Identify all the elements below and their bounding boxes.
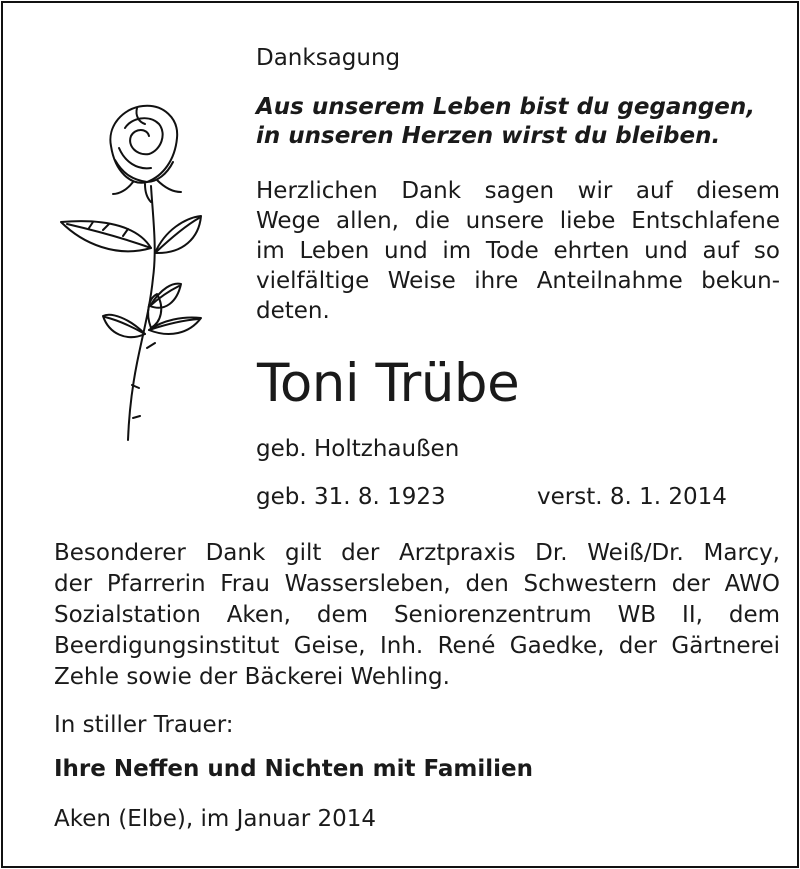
- thanks-line: vielfältige Weise ihre Anteilnahme bekun-: [256, 268, 780, 294]
- special-thanks-paragraph: [54, 538, 780, 693]
- special-thanks-line: Zehle sowie der Bäckerei Wehling.: [54, 664, 450, 690]
- death-date: verst. 8. 1. 2014: [537, 484, 727, 510]
- obituary-notice: [1, 1, 799, 868]
- special-thanks-line: Sozialstation Aken, dem Seniorenzentrum WB II, dem: [54, 602, 780, 628]
- thanks-line: Herzlichen Dank sagen wir auf diesem: [256, 178, 780, 204]
- special-thanks-line: der Pfarrerin Frau Wassersleben, den Schwestern der AWO: [54, 571, 780, 597]
- heading: Danksagung: [256, 45, 401, 71]
- thanks-line: im Leben und im Tode ehrten und auf so: [256, 238, 780, 264]
- deceased-name: Toni Trübe: [257, 353, 520, 414]
- special-thanks-line: Besonderer Dank gilt der Arztpraxis Dr. Weiß/Dr. Marcy,: [54, 540, 780, 566]
- rose-icon: [53, 98, 213, 448]
- thanks-line: Wege allen, die unsere liebe Entschlafene: [256, 208, 780, 234]
- place-date: Aken (Elbe), im Januar 2014: [54, 806, 377, 832]
- quote-line-2: in unseren Herzen wirst du bleiben.: [256, 123, 721, 149]
- thanks-paragraph: [256, 176, 780, 326]
- birth-name: geb. Holtzhaußen: [256, 436, 460, 462]
- special-thanks-line: Beerdigungsinstitut Geise, Inh. René Gaedke, der Gärtnerei: [54, 633, 780, 659]
- quote-line-1: Aus unserem Leben bist du gegangen,: [256, 94, 756, 120]
- birth-date: geb. 31. 8. 1923: [256, 484, 446, 510]
- thanks-line: deten.: [256, 298, 330, 324]
- family-signature: Ihre Neffen und Nichten mit Familien: [54, 756, 534, 782]
- grief-line: In stiller Trauer:: [54, 712, 234, 738]
